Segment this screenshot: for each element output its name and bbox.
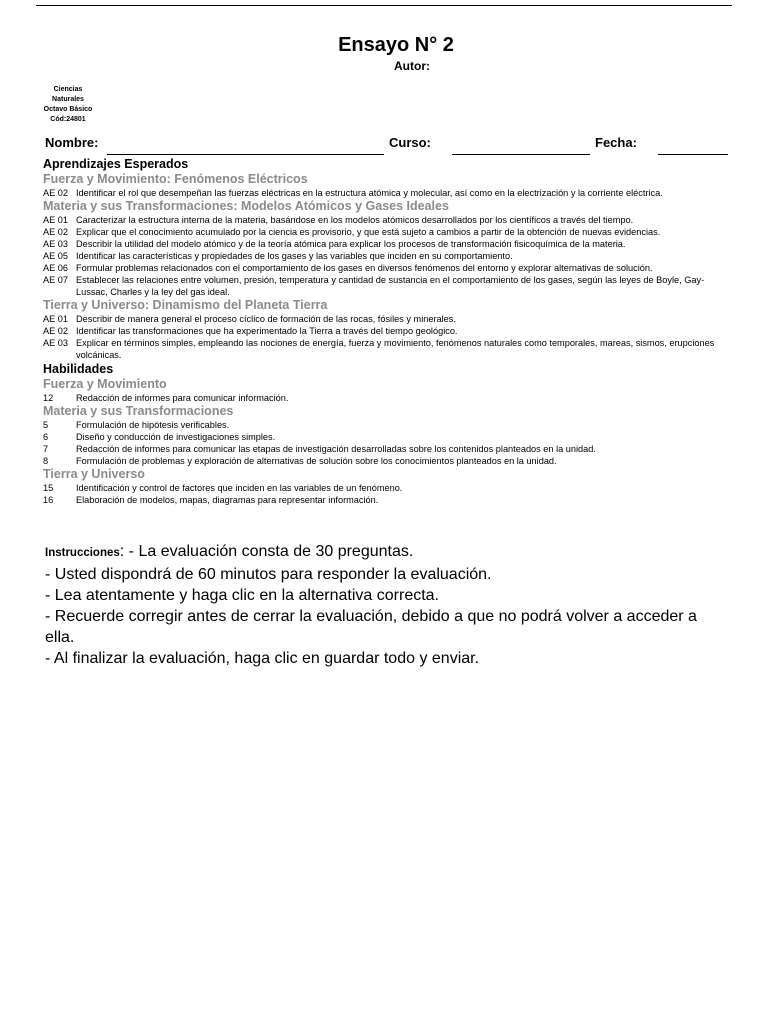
skill-code: 6 <box>43 432 49 442</box>
learning-item <box>43 226 732 238</box>
date-field[interactable] <box>658 154 728 155</box>
subject-info <box>36 85 100 125</box>
instructions-label: Instrucciones <box>45 547 120 559</box>
objectives-content <box>43 156 732 506</box>
learning-item <box>43 337 732 361</box>
name-field[interactable] <box>107 154 384 155</box>
course-field[interactable] <box>452 154 590 155</box>
learning-code: AE 07 <box>43 275 69 285</box>
learning-text: Explicar que el conocimiento acumulado por la ciencia es provisorio, y que está sujeto a cambios a partir de la obtención de nuevas evidencias. <box>76 227 661 237</box>
skill-item <box>43 443 732 455</box>
learning-text: Establecer las relaciones entre volumen, presión, temperatura y cantidad de sustancia en el comportamiento de los gases, según las leyes de Boyle, Gay-Lussac, Charles y la ley del gas ideal. <box>76 275 705 297</box>
skill-text: Formulación de problemas y exploración de alternativas de solución sobre los conocimientos planteados en la unidad. <box>76 456 557 466</box>
learning-item <box>43 325 732 337</box>
learning-code: AE 03 <box>43 338 69 348</box>
skill-text: Identificación y control de factores que inciden en las variables de un fenómeno. <box>76 483 403 493</box>
learning-item <box>43 214 732 226</box>
subject-line: Naturales <box>52 96 84 103</box>
course-label: Curso: <box>389 135 431 150</box>
skill-code: 12 <box>43 393 54 403</box>
learning-item <box>43 274 732 298</box>
section-subtitle: Fuerza y Movimiento: Fenómenos Eléctricos <box>43 172 308 186</box>
section-subtitle: Fuerza y Movimiento <box>43 377 167 391</box>
learning-code: AE 03 <box>43 239 69 249</box>
learning-text: Formular problemas relacionados con el comportamiento de los gases en diversos fenómenos del entorno y explorar alternativas de solución. <box>76 263 653 273</box>
skill-text: Diseño y conducción de investigaciones simples. <box>76 432 276 442</box>
author-label: Autor: <box>394 59 430 73</box>
skill-text: Formulación de hipótesis verificables. <box>76 420 230 430</box>
skill-item <box>43 455 732 467</box>
skill-code: 15 <box>43 483 54 493</box>
skill-code: 5 <box>43 420 49 430</box>
skill-item <box>43 419 732 431</box>
student-form <box>43 135 732 157</box>
learning-code: AE 02 <box>43 227 69 237</box>
skill-text: Redacción de informes para comunicar información. <box>76 393 289 403</box>
skill-item <box>43 431 732 443</box>
learning-code: AE 02 <box>43 326 69 336</box>
instruction-line: : - La evaluación consta de 30 preguntas. <box>119 543 414 560</box>
learning-code: AE 02 <box>43 188 69 198</box>
learning-item <box>43 238 732 250</box>
section-subtitle: Materia y sus Transformaciones <box>43 404 234 418</box>
section-subtitle: Tierra y Universo <box>43 467 145 481</box>
learning-item <box>43 187 732 199</box>
skill-code: 16 <box>43 495 54 505</box>
learning-text: Identificar el rol que desempeñan las fuerzas eléctricas en la estructura atómica y molecular, así como en la electrización y la corriente eléctrica. <box>76 188 663 198</box>
learning-text: Identificar las transformaciones que ha experimentado la Tierra a través del tiempo geológico. <box>76 326 458 336</box>
skills-title: Habilidades <box>43 362 114 376</box>
subject-line: Cód:24801 <box>50 116 86 123</box>
instruction-line: - Lea atentamente y haga clic en la alternativa correcta. <box>45 587 439 604</box>
learning-title: Aprendizajes Esperados <box>43 157 189 171</box>
skill-text: Redacción de informes para comunicar las etapas de investigación desarrolladas sobre los contenidos planteados en la unidad. <box>76 444 596 454</box>
learning-item <box>43 313 732 325</box>
learning-item <box>43 250 732 262</box>
learning-text: Identificar las características y propiedades de los gases y las variables que inciden en su comportamiento. <box>76 251 513 261</box>
subject-line: Ciencias <box>53 86 83 93</box>
skill-code: 8 <box>43 456 49 466</box>
learning-code: AE 05 <box>43 251 69 261</box>
skill-groups <box>43 377 732 506</box>
instruction-line: - Recuerde corregir antes de cerrar la evaluación, debido a que no podrá volver a acceder a ella. <box>45 608 697 646</box>
learning-code: AE 01 <box>43 314 69 324</box>
section-subtitle: Materia y sus Transformaciones: Modelos Atómicos y Gases Ideales <box>43 199 449 213</box>
instruction-line: - Usted dispondrá de 60 minutos para responder la evaluación. <box>45 566 492 583</box>
skill-item <box>43 392 732 404</box>
learning-text: Describir de manera general el proceso cíclico de formación de las rocas, fósiles y minerales. <box>76 314 456 324</box>
learning-item <box>43 262 732 274</box>
subject-line: Octavo Básico <box>43 106 93 113</box>
learning-text: Explicar en términos simples, empleando las nociones de energía, fuerza y movimiento, fenómenos naturales como temporales, mareas, sismos, erupciones volcánicas. <box>76 338 715 360</box>
instruction-line: - Al finalizar la evaluación, haga clic en guardar todo y enviar. <box>45 650 480 667</box>
learning-text: Describir la utilidad del modelo atómico y de la teoría atómica para explicar los procesos de transformación fisicoquímica de la materia. <box>76 239 626 249</box>
skill-text: Elaboración de modelos, mapas, diagramas para representar información. <box>76 495 379 505</box>
date-label: Fecha: <box>595 135 637 150</box>
instructions <box>45 541 728 669</box>
skill-item <box>43 482 732 494</box>
section-subtitle: Tierra y Universo: Dinamismo del Planeta Tierra <box>43 298 328 312</box>
skill-code: 7 <box>43 444 49 454</box>
learning-groups <box>43 172 732 361</box>
document-title: Ensayo N° 2 <box>338 34 454 56</box>
top-divider <box>36 5 732 6</box>
name-label: Nombre: <box>45 135 99 150</box>
learning-code: AE 01 <box>43 215 69 225</box>
skill-item <box>43 494 732 506</box>
learning-text: Caracterizar la estructura interna de la materia, basándose en los modelos atómicos desarrollados por los científicos a través del tiempo. <box>76 215 634 225</box>
learning-code: AE 06 <box>43 263 69 273</box>
